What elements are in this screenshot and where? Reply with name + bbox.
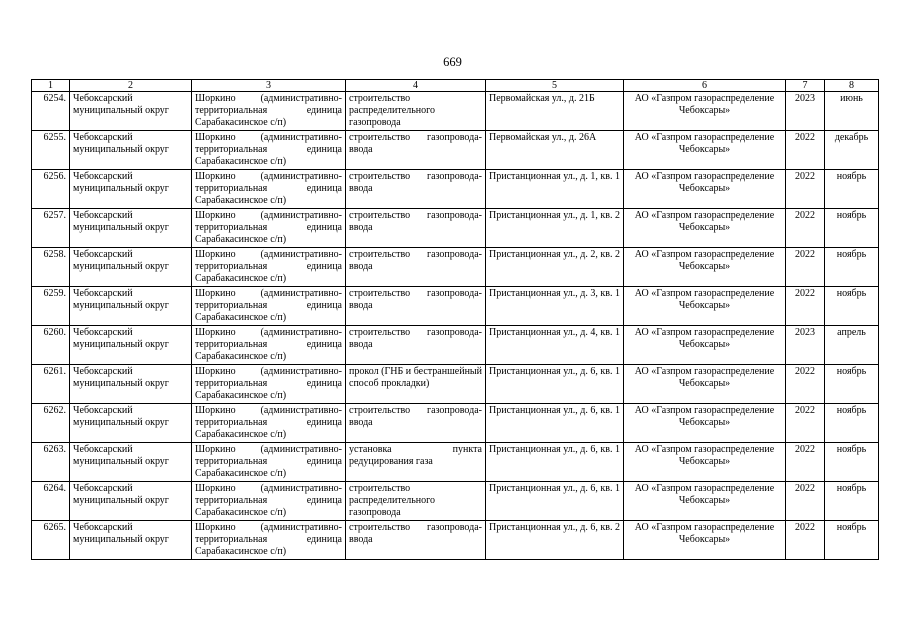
address-cell: Пристанционная ул., д. 6, кв. 1 (486, 443, 624, 482)
district-cell: Чебоксарский муниципальный округ (70, 326, 192, 365)
month-cell: ноябрь (825, 287, 879, 326)
month-cell: ноябрь (825, 482, 879, 521)
table-row (32, 521, 879, 560)
month-cell: ноябрь (825, 443, 879, 482)
locality-cell: Шоркино (административно-территориальная единица Сарабакасинское с/п) (192, 209, 346, 248)
district-cell: Чебоксарский муниципальный округ (70, 248, 192, 287)
row-number: 6260. (32, 326, 70, 365)
address-cell: Пристанционная ул., д. 1, кв. 1 (486, 170, 624, 209)
year-cell: 2022 (786, 521, 825, 560)
row-number: 6265. (32, 521, 70, 560)
year-cell: 2023 (786, 326, 825, 365)
locality-cell: Шоркино (административно-территориальная единица Сарабакасинское с/п) (192, 482, 346, 521)
address-cell: Пристанционная ул., д. 2, кв. 2 (486, 248, 624, 287)
locality-cell: Шоркино (административно-территориальная единица Сарабакасинское с/п) (192, 326, 346, 365)
district-cell: Чебоксарский муниципальный округ (70, 521, 192, 560)
work-type-cell: установка пункта редуцирования газа (346, 443, 486, 482)
year-cell: 2022 (786, 287, 825, 326)
district-cell: Чебоксарский муниципальный округ (70, 131, 192, 170)
address-cell: Первомайская ул., д. 21Б (486, 92, 624, 131)
column-header: 4 (346, 80, 486, 92)
locality-cell: Шоркино (административно-территориальная единица Сарабакасинское с/п) (192, 404, 346, 443)
column-header: 1 (32, 80, 70, 92)
column-header: 2 (70, 80, 192, 92)
month-cell: декабрь (825, 131, 879, 170)
year-cell: 2022 (786, 170, 825, 209)
year-cell: 2022 (786, 248, 825, 287)
row-number: 6256. (32, 170, 70, 209)
column-header: 3 (192, 80, 346, 92)
work-type-cell: строительство газопровода-ввода (346, 170, 486, 209)
work-type-cell: строительство газопровода-ввода (346, 404, 486, 443)
organization-cell: АО «Газпром газораспределение Чебоксары» (624, 92, 786, 131)
address-cell: Первомайская ул., д. 26А (486, 131, 624, 170)
district-cell: Чебоксарский муниципальный округ (70, 92, 192, 131)
month-cell: ноябрь (825, 521, 879, 560)
registry-table (31, 79, 879, 560)
address-cell: Пристанционная ул., д. 6, кв. 1 (486, 365, 624, 404)
work-type-cell: строительство газопровода-ввода (346, 521, 486, 560)
row-number: 6264. (32, 482, 70, 521)
district-cell: Чебоксарский муниципальный округ (70, 365, 192, 404)
work-type-cell: строительство распределительного газопровода (346, 92, 486, 131)
work-type-cell: прокол (ГНБ и бестраншейный способ прокладки) (346, 365, 486, 404)
month-cell: июнь (825, 92, 879, 131)
organization-cell: АО «Газпром газораспределение Чебоксары» (624, 482, 786, 521)
organization-cell: АО «Газпром газораспределение Чебоксары» (624, 131, 786, 170)
year-cell: 2022 (786, 443, 825, 482)
month-cell: апрель (825, 326, 879, 365)
organization-cell: АО «Газпром газораспределение Чебоксары» (624, 170, 786, 209)
column-header: 8 (825, 80, 879, 92)
column-header: 6 (624, 80, 786, 92)
table-row (32, 365, 879, 404)
page-number: 669 (443, 55, 462, 69)
work-type-cell: строительство газопровода-ввода (346, 287, 486, 326)
row-number: 6261. (32, 365, 70, 404)
work-type-cell: строительство распределительного газопровода (346, 482, 486, 521)
address-cell: Пристанционная ул., д. 3, кв. 1 (486, 287, 624, 326)
organization-cell: АО «Газпром газораспределение Чебоксары» (624, 404, 786, 443)
table-row (32, 287, 879, 326)
address-cell: Пристанционная ул., д. 1, кв. 2 (486, 209, 624, 248)
year-cell: 2022 (786, 365, 825, 404)
table-row (32, 209, 879, 248)
month-cell: ноябрь (825, 365, 879, 404)
year-cell: 2022 (786, 482, 825, 521)
month-cell: ноябрь (825, 248, 879, 287)
work-type-cell: строительство газопровода-ввода (346, 326, 486, 365)
month-cell: ноябрь (825, 170, 879, 209)
locality-cell: Шоркино (административно-территориальная единица Сарабакасинское с/п) (192, 248, 346, 287)
locality-cell: Шоркино (административно-территориальная единица Сарабакасинское с/п) (192, 365, 346, 404)
table-row (32, 326, 879, 365)
locality-cell: Шоркино (административно-территориальная единица Сарабакасинское с/п) (192, 92, 346, 131)
month-cell: ноябрь (825, 209, 879, 248)
table-row (32, 92, 879, 131)
row-number: 6258. (32, 248, 70, 287)
year-cell: 2023 (786, 92, 825, 131)
district-cell: Чебоксарский муниципальный округ (70, 287, 192, 326)
locality-cell: Шоркино (административно-территориальная единица Сарабакасинское с/п) (192, 443, 346, 482)
district-cell: Чебоксарский муниципальный округ (70, 443, 192, 482)
column-header: 7 (786, 80, 825, 92)
column-number-row (32, 80, 879, 92)
row-number: 6259. (32, 287, 70, 326)
table-body (32, 92, 879, 560)
row-number: 6262. (32, 404, 70, 443)
locality-cell: Шоркино (административно-территориальная единица Сарабакасинское с/п) (192, 131, 346, 170)
district-cell: Чебоксарский муниципальный округ (70, 209, 192, 248)
work-type-cell: строительство газопровода-ввода (346, 209, 486, 248)
column-header: 5 (486, 80, 624, 92)
row-number: 6257. (32, 209, 70, 248)
organization-cell: АО «Газпром газораспределение Чебоксары» (624, 521, 786, 560)
district-cell: Чебоксарский муниципальный округ (70, 170, 192, 209)
table-row (32, 131, 879, 170)
address-cell: Пристанционная ул., д. 6, кв. 1 (486, 482, 624, 521)
organization-cell: АО «Газпром газораспределение Чебоксары» (624, 209, 786, 248)
year-cell: 2022 (786, 131, 825, 170)
organization-cell: АО «Газпром газораспределение Чебоксары» (624, 365, 786, 404)
table-row (32, 248, 879, 287)
organization-cell: АО «Газпром газораспределение Чебоксары» (624, 326, 786, 365)
year-cell: 2022 (786, 209, 825, 248)
district-cell: Чебоксарский муниципальный округ (70, 404, 192, 443)
month-cell: ноябрь (825, 404, 879, 443)
address-cell: Пристанционная ул., д. 4, кв. 1 (486, 326, 624, 365)
table-row (32, 482, 879, 521)
organization-cell: АО «Газпром газораспределение Чебоксары» (624, 287, 786, 326)
row-number: 6263. (32, 443, 70, 482)
work-type-cell: строительство газопровода-ввода (346, 248, 486, 287)
locality-cell: Шоркино (административно-территориальная единица Сарабакасинское с/п) (192, 287, 346, 326)
work-type-cell: строительство газопровода-ввода (346, 131, 486, 170)
row-number: 6254. (32, 92, 70, 131)
year-cell: 2022 (786, 404, 825, 443)
table-row (32, 443, 879, 482)
locality-cell: Шоркино (административно-территориальная единица Сарабакасинское с/п) (192, 521, 346, 560)
table-row (32, 404, 879, 443)
organization-cell: АО «Газпром газораспределение Чебоксары» (624, 443, 786, 482)
table-row (32, 170, 879, 209)
row-number: 6255. (32, 131, 70, 170)
address-cell: Пристанционная ул., д. 6, кв. 1 (486, 404, 624, 443)
address-cell: Пристанционная ул., д. 6, кв. 2 (486, 521, 624, 560)
district-cell: Чебоксарский муниципальный округ (70, 482, 192, 521)
locality-cell: Шоркино (административно-территориальная единица Сарабакасинское с/п) (192, 170, 346, 209)
organization-cell: АО «Газпром газораспределение Чебоксары» (624, 248, 786, 287)
